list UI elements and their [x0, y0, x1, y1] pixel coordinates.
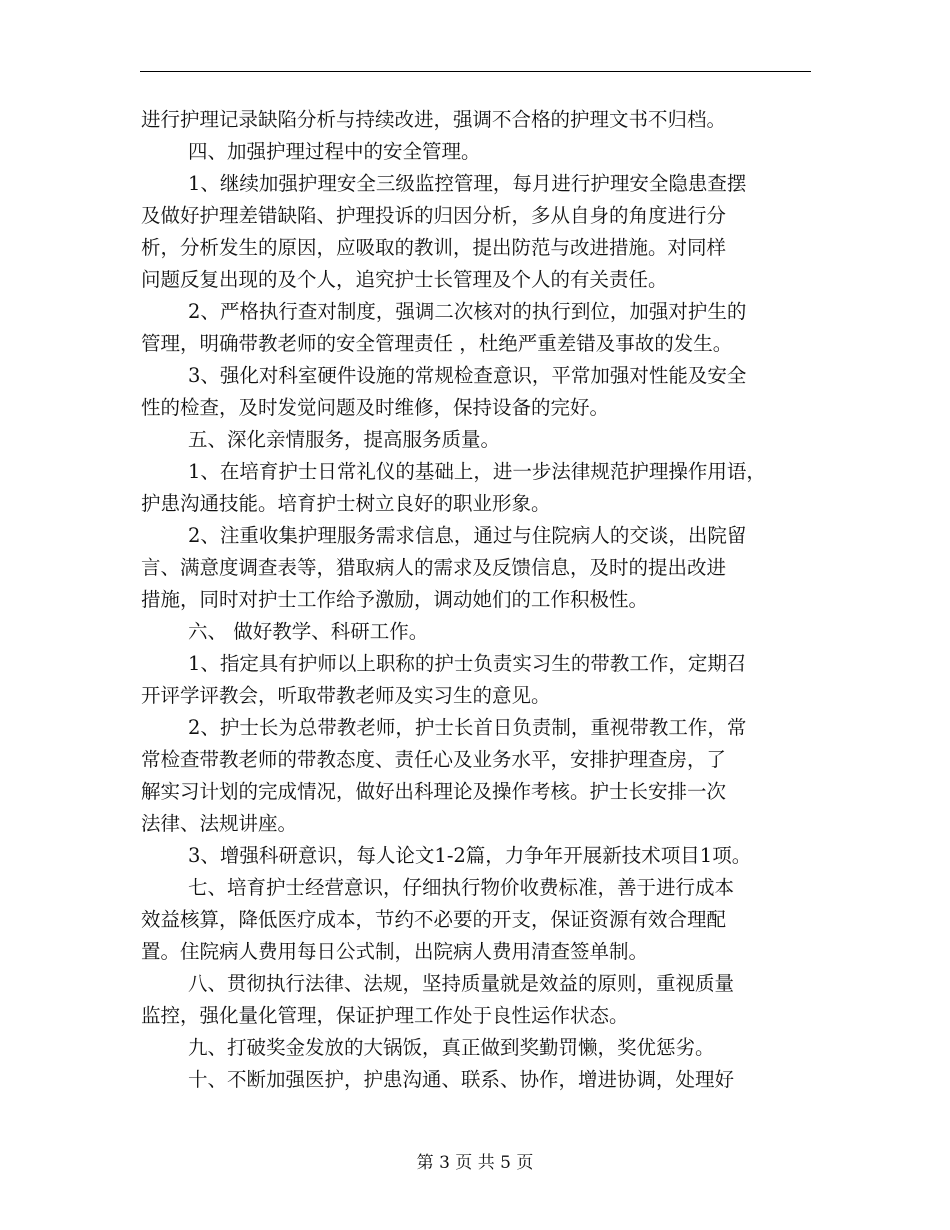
paragraph-line: 言、满意度调查表等，猎取病人的需求及反馈信息，及时的提出改进 — [141, 556, 727, 579]
page-number: 第 3 页 共 5 页 — [416, 1153, 534, 1173]
paragraph-line: 护患沟通技能。培育护士树立良好的职业形象。 — [141, 492, 551, 515]
section-heading: 十、不断加强医护，护患沟通、联系、协作，增进协调，处理好 — [188, 1068, 735, 1091]
paragraph-line: 3、增强科研意识，每人论文1-2篇，力争年开展新技术项目1项。 — [188, 844, 752, 867]
paragraph-line: 1、继续加强护理安全三级监控管理，每月进行护理安全隐患查摆 — [188, 172, 747, 195]
paragraph-line: 2、严格执行查对制度，强调二次核对的执行到位，加强对护生的 — [188, 300, 747, 323]
section-heading: 四、加强护理过程中的安全管理。 — [188, 140, 481, 163]
paragraph-line: 1、指定具有护师以上职称的护士负责实习生的带教工作，定期召 — [188, 652, 747, 675]
header-rule — [140, 71, 811, 72]
paragraph-line: 及做好护理差错缺陷、护理投诉的归因分析，多从自身的角度进行分 — [141, 204, 727, 227]
document-body — [141, 104, 819, 1096]
paragraph-line: 析，分析发生的原因，应吸取的教训，提出防范与改进措施。对同样 — [141, 236, 727, 259]
paragraph-line: 解实习计划的完成情况，做好出科理论及操作考核。护士长安排一次 — [141, 780, 727, 803]
paragraph-line: 3、强化对科室硬件设施的常规检查意识，平常加强对性能及安全 — [188, 364, 747, 387]
paragraph-line: 监控，强化量化管理，保证护理工作处于良性运作状态。 — [141, 1004, 629, 1027]
paragraph-line: 置。住院病人费用每日公式制，出院病人费用清查签单制。 — [141, 940, 649, 963]
paragraph-line: 1、在培育护士日常礼仪的基础上，进一步法律规范护理操作用语， — [188, 460, 766, 483]
paragraph-line: 管理，明确带教老师的安全管理责任 ，杜绝严重差错及事故的发生。 — [141, 332, 733, 355]
paragraph-line: 效益核算，降低医疗成本，节约不必要的开支，保证资源有效合理配 — [141, 908, 727, 931]
section-heading: 八、贯彻执行法律、法规，坚持质量就是效益的原则，重视质量 — [188, 972, 735, 995]
section-heading: 六、 做好教学、科研工作。 — [188, 620, 429, 643]
paragraph-line: 进行护理记录缺陷分析与持续改进，强调不合格的护理文书不归档。 — [141, 108, 727, 131]
paragraph-line: 2、注重收集护理服务需求信息，通过与住院病人的交谈，出院留 — [188, 524, 747, 547]
paragraph-line: 措施，同时对护士工作给予激励，调动她们的工作积极性。 — [141, 588, 649, 611]
paragraph-line: 问题反复出现的及个人，追究护士长管理及个人的有关责任。 — [141, 268, 668, 291]
section-heading: 五、深化亲情服务，提高服务质量。 — [188, 428, 501, 451]
paragraph-line: 性的检查，及时发觉问题及时维修，保持设备的完好。 — [141, 396, 610, 419]
section-heading: 九、打破奖金发放的大锅饭，真正做到奖勤罚懒，奖优惩劣。 — [188, 1036, 715, 1059]
paragraph-line: 2、护士长为总带教老师，护士长首日负责制，重视带教工作，常 — [188, 716, 747, 739]
paragraph-line: 法律、法规讲座。 — [141, 812, 298, 835]
paragraph-line: 常检查带教老师的带教态度、责任心及业务水平，安排护理查房，了 — [141, 748, 727, 771]
section-heading: 七、培育护士经营意识，仔细执行物价收费标准，善于进行成本 — [188, 876, 735, 899]
paragraph-line: 开评学评教会，听取带教老师及实习生的意见。 — [141, 684, 551, 707]
